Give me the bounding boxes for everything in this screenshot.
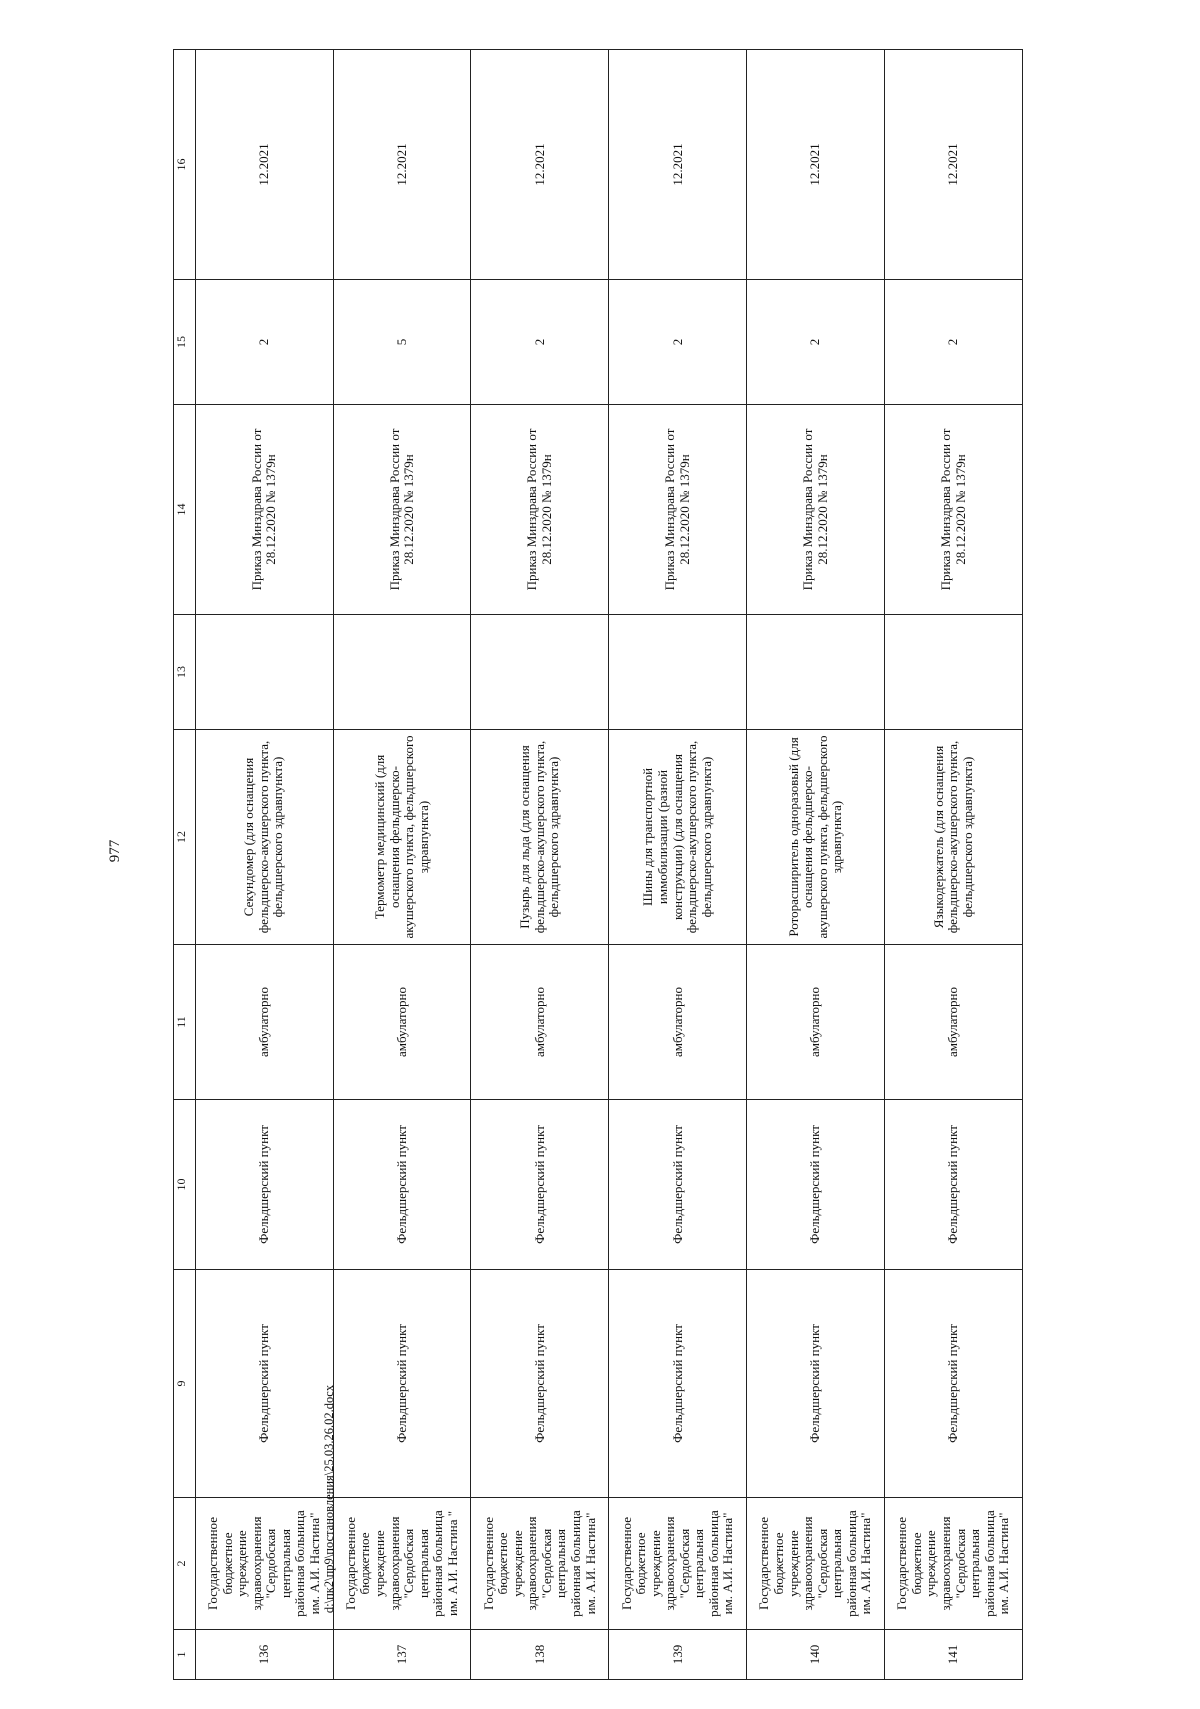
order-reference-cell: Приказ Минздрава России от 28.12.2020 № 1379н bbox=[609, 405, 747, 615]
division-cell: Фельдшерский пункт bbox=[333, 1270, 471, 1498]
subdivision-cell: Фельдшерский пункт bbox=[195, 1100, 333, 1270]
header-cell: 11 bbox=[174, 945, 196, 1100]
col13-cell bbox=[195, 615, 333, 730]
table-row bbox=[747, 50, 885, 1680]
care-condition-cell: амбулаторно bbox=[333, 945, 471, 1100]
subdivision-cell: Фельдшерский пункт bbox=[885, 1100, 1023, 1270]
row-number-cell: 139 bbox=[609, 1630, 747, 1680]
quantity-cell: 2 bbox=[471, 280, 609, 405]
division-cell: Фельдшерский пункт bbox=[609, 1270, 747, 1498]
division-cell: Фельдшерский пункт bbox=[471, 1270, 609, 1498]
quantity-cell: 2 bbox=[747, 280, 885, 405]
subdivision-cell: Фельдшерский пункт bbox=[333, 1100, 471, 1270]
header-cell: 2 bbox=[174, 1498, 196, 1630]
order-reference-cell: Приказ Минздрава России от 28.12.2020 № 1379н bbox=[195, 405, 333, 615]
rotated-table-container bbox=[173, 50, 1023, 1680]
table-row bbox=[195, 50, 333, 1680]
care-condition-cell: амбулаторно bbox=[885, 945, 1023, 1100]
col13-cell bbox=[747, 615, 885, 730]
col13-cell bbox=[333, 615, 471, 730]
division-cell: Фельдшерский пункт bbox=[195, 1270, 333, 1498]
header-cell: 15 bbox=[174, 280, 196, 405]
table-row bbox=[333, 50, 471, 1680]
date-cell: 12.2021 bbox=[885, 50, 1023, 280]
header-row bbox=[174, 50, 196, 1680]
care-condition-cell: амбулаторно bbox=[471, 945, 609, 1100]
quantity-cell: 2 bbox=[885, 280, 1023, 405]
row-number-cell: 136 bbox=[195, 1630, 333, 1680]
row-number-cell: 138 bbox=[471, 1630, 609, 1680]
row-number-cell: 141 bbox=[885, 1630, 1023, 1680]
col13-cell bbox=[609, 615, 747, 730]
table-row bbox=[471, 50, 609, 1680]
equipment-name-cell: Термометр медицинский (для оснащения фельдшерско-акушерского пункта, фельдшерского здравпункта) bbox=[333, 730, 471, 945]
col13-cell bbox=[885, 615, 1023, 730]
subdivision-cell: Фельдшерский пункт bbox=[747, 1100, 885, 1270]
organization-cell: Государственное бюджетное учреждение здравоохранения "Сердобская центральная районная больница им. А.И. Настина" bbox=[471, 1498, 609, 1630]
division-cell: Фельдшерский пункт bbox=[747, 1270, 885, 1498]
care-condition-cell: амбулаторно bbox=[609, 945, 747, 1100]
header-cell: 1 bbox=[174, 1630, 196, 1680]
organization-cell: Государственное бюджетное учреждение здравоохранения "Сердобская центральная районная больница им. А.И. Настина" bbox=[609, 1498, 747, 1630]
header-cell: 10 bbox=[174, 1100, 196, 1270]
equipment-name-cell: Шины для транспортной иммобилизации (разной конструкции) (для оснащения фельдшерско-акушерского пункта, фельдшерского здравпункта) bbox=[609, 730, 747, 945]
date-cell: 12.2021 bbox=[333, 50, 471, 280]
date-cell: 12.2021 bbox=[609, 50, 747, 280]
care-condition-cell: амбулаторно bbox=[195, 945, 333, 1100]
order-reference-cell: Приказ Минздрава России от 28.12.2020 № 1379н bbox=[885, 405, 1023, 615]
header-cell: 16 bbox=[174, 50, 196, 280]
order-reference-cell: Приказ Минздрава России от 28.12.2020 № 1379н bbox=[333, 405, 471, 615]
footer-file-path: d:\пк2\пр9\постановления\25.03.26.02.docx bbox=[322, 1384, 336, 1614]
care-condition-cell: амбулаторно bbox=[747, 945, 885, 1100]
equipment-name-cell: Пузырь для льда (для оснащения фельдшерско-акушерского пункта, фельдшерского здравпункта) bbox=[471, 730, 609, 945]
row-number-cell: 140 bbox=[747, 1630, 885, 1680]
row-number-cell: 137 bbox=[333, 1630, 471, 1680]
table-row bbox=[885, 50, 1023, 1680]
subdivision-cell: Фельдшерский пункт bbox=[609, 1100, 747, 1270]
equipment-name-cell: Роторасширитель одноразовый (для оснащения фельдшерско-акушерского пункта, фельдшерского здравпункта) bbox=[747, 730, 885, 945]
equipment-table bbox=[173, 49, 1023, 1680]
division-cell: Фельдшерский пункт bbox=[885, 1270, 1023, 1498]
order-reference-cell: Приказ Минздрава России от 28.12.2020 № 1379н bbox=[747, 405, 885, 615]
table-row bbox=[609, 50, 747, 1680]
quantity-cell: 2 bbox=[609, 280, 747, 405]
order-reference-cell: Приказ Минздрава России от 28.12.2020 № 1379н bbox=[471, 405, 609, 615]
col13-cell bbox=[471, 615, 609, 730]
quantity-cell: 5 bbox=[333, 280, 471, 405]
date-cell: 12.2021 bbox=[471, 50, 609, 280]
organization-cell: Государственное бюджетное учреждение здравоохранения "Сердобская центральная районная больница им. А.И. Настина " bbox=[333, 1498, 471, 1630]
date-cell: 12.2021 bbox=[747, 50, 885, 280]
subdivision-cell: Фельдшерский пункт bbox=[471, 1100, 609, 1270]
organization-cell: Государственное бюджетное учреждение здравоохранения "Сердобская центральная районная больница им. А.И. Настина" bbox=[195, 1498, 333, 1630]
header-cell: 13 bbox=[174, 615, 196, 730]
organization-cell: Государственное бюджетное учреждение здравоохранения "Сердобская центральная районная больница им. А.И. Настина" bbox=[747, 1498, 885, 1630]
header-cell: 14 bbox=[174, 405, 196, 615]
equipment-name-cell: Языкодержатель (для оснащения фельдшерско-акушерского пункта, фельдшерского здравпункта) bbox=[885, 730, 1023, 945]
quantity-cell: 2 bbox=[195, 280, 333, 405]
page-number: 977 bbox=[106, 839, 123, 863]
header-cell: 9 bbox=[174, 1270, 196, 1498]
header-cell: 12 bbox=[174, 730, 196, 945]
date-cell: 12.2021 bbox=[195, 50, 333, 280]
equipment-name-cell: Секундомер (для оснащения фельдшерско-акушерского пункта, фельдшерского здравпункта) bbox=[195, 730, 333, 945]
organization-cell: Государственное бюджетное учреждение здравоохранения "Сердобская центральная районная больница им. А.И. Настина" bbox=[885, 1498, 1023, 1630]
